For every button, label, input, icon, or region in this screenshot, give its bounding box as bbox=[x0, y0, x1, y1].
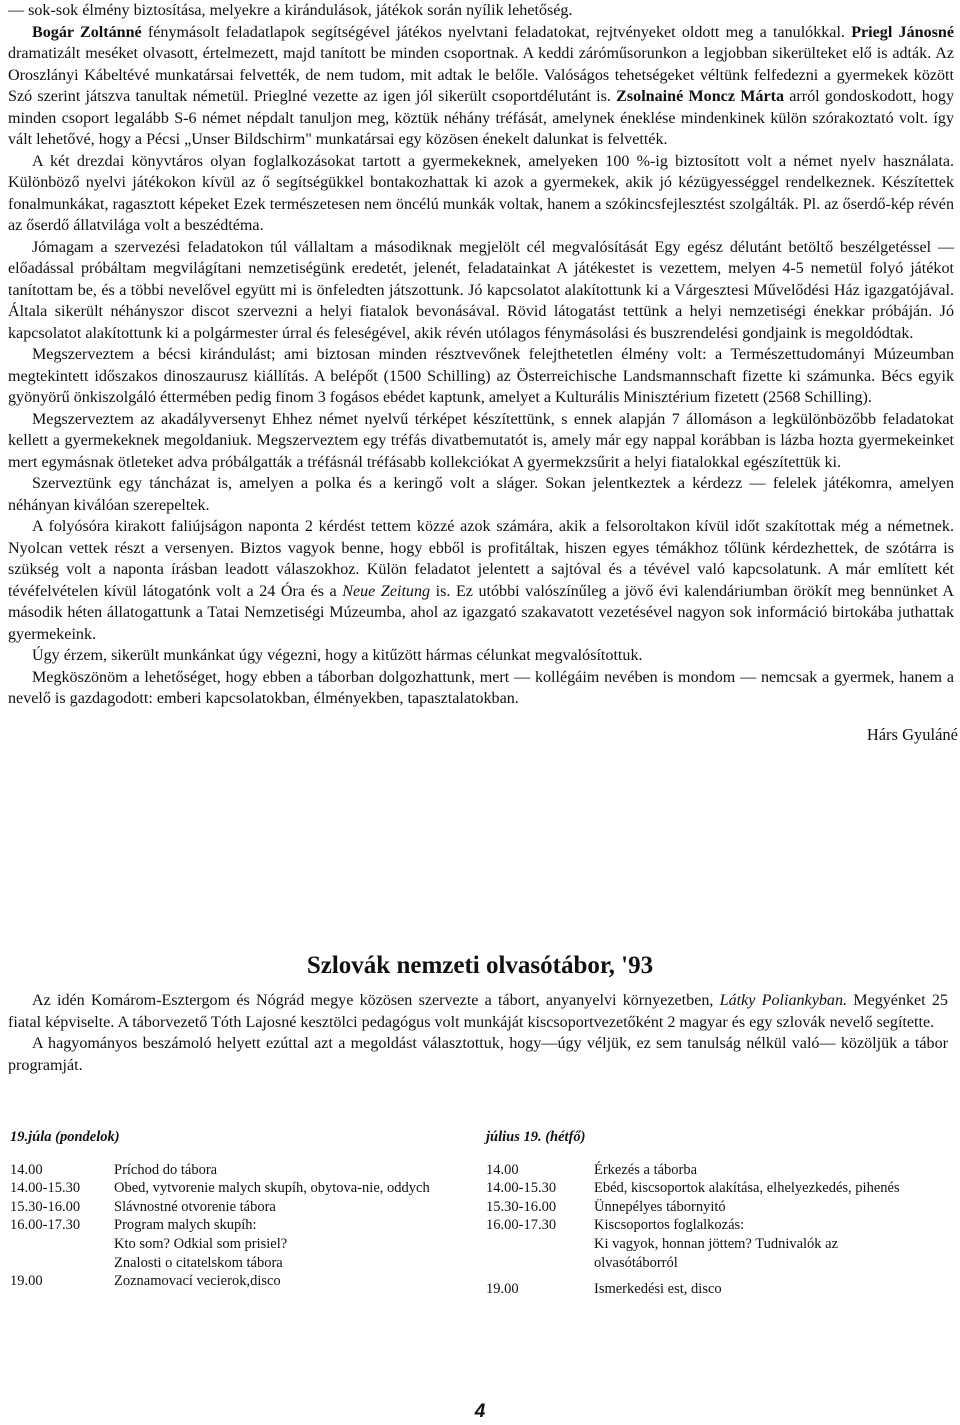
schedule-desc: Ebéd, kiscsoportok alakítása, elhelyezkedés, pihenés bbox=[594, 1180, 900, 1197]
schedule-desc: Ismerkedési est, disco bbox=[594, 1281, 722, 1298]
paragraph-6: Megszerveztem az akadályversenyt Ehhez német nyelvű térképet készítettünk, s ennek alapján 7 állomáson a legkülönbözőbb feladatokat kellett a gyermekeknek megoldaniuk. Megszerveztem egy tréfás divatbemutatót is, amely már egy nappal korábban is lázba hozta gyermekeinket mert egymásnak ötleteket adva próbálgatták a tréfásnál tréfásabb kollekciókat A gyermekzsűrit a helyi fiatalokkal egészítettük ki. bbox=[8, 410, 954, 471]
text-span: dramatizált meséket olvasott, értelmezett, majd tanított be minden csoportnak. A keddi záróműsorunkon a legjobban sikerülteket elő is adták. Az Oroszlányi Kábeltévé munkatársai felvették, de nem tudom, mit adtak le belőle. Valóságos tehetségeket véltünk felfedezni a gyermekek között Szó szerint játszva tanultak németül. Prieglné vezette az igen jól sikerült csoportdélutánt is. bbox=[8, 45, 954, 105]
paragraph-10: Megköszönöm a lehetőséget, hogy ebben a táborban dolgozhattunk, mert –– kollégáim nevében is mondom –– nemcsak a gyermek, hanem a nevelő is gazdagodott: emberi kapcsolatokban, élményekben, tapasztalatokban. bbox=[8, 668, 954, 707]
schedule-heading: 19.júla (pondelok) bbox=[10, 1129, 120, 1145]
article2-text bbox=[8, 990, 948, 1076]
paragraph-3: A két drezdai könyvtáros olyan foglalkozásokat tartott a gyermekeknek, amelyeken 100 %-ig biztosított volt a német nyelv használata. Különböző nyelvi játékokon kívül az ő segítségükkel bontakozhattak ki azok a gyermekek, akik jó kézügyességgel rendelkeznek. Készítettek fonalmunkákat, ragasztott képeket Ezek természetesen nem öncélú munkák voltak, hanem a szókincsfejlesztést szolgálták. Pl. az őserdő-kép révén az őserdő állatvilága volt a beszédtéma. bbox=[8, 152, 954, 234]
schedule-time: 15.30-16.00 bbox=[486, 1198, 557, 1215]
schedule-time: 15.30-16.00 bbox=[10, 1198, 81, 1215]
schedule-subitem: Znalosti o citatelskom tábora bbox=[114, 1254, 283, 1271]
schedule-time: 14.00 bbox=[10, 1161, 43, 1178]
schedule-hungarian bbox=[486, 1128, 916, 1299]
schedule-row bbox=[486, 1198, 916, 1217]
schedule-time: 14.00-15.30 bbox=[486, 1180, 557, 1197]
schedule-row bbox=[10, 1179, 450, 1198]
schedule-desc: Obed, vytvorenie malych skupíh, obytova-nie, oddych bbox=[114, 1180, 430, 1197]
schedule-subitem: Kto som? Odkial som prisiel? bbox=[114, 1235, 288, 1252]
schedule-row bbox=[486, 1161, 916, 1180]
schedule-heading: július 19. (hétfő) bbox=[486, 1129, 586, 1145]
name-zsolnaine: Zsolnainé Moncz Márta bbox=[616, 88, 785, 105]
article-title: Szlovák nemzeti olvasótábor, '93 bbox=[306, 952, 654, 979]
paragraph-1: –– sok-sok élmény biztosítása, melyekre a kirándulások, játékok során nyílik lehetőség. bbox=[8, 2, 573, 19]
text-span: is. Ez utóbbi valószínűleg a jövő évi kalendáriumban örökít meg bennünket A második héten állatogattunk a Tatai Nemzetiségi Múzeumba, ahol az igazgató szakavatott vezetésével nagyon sok információ birtokába juthattak gyermekeink. bbox=[8, 582, 954, 643]
place-name: Látky Poliankyban. bbox=[719, 992, 848, 1009]
schedule-time: 16.00-17.30 bbox=[10, 1217, 81, 1234]
schedule-time: 14.00-15.30 bbox=[10, 1180, 81, 1197]
text-span: fénymásolt feladatlapok segítségével játékos nyelvtani feladatokat, rejtvényeket oldott meg a tanulókkal. bbox=[141, 23, 852, 41]
schedule-row bbox=[10, 1216, 450, 1235]
schedule-row bbox=[486, 1179, 916, 1198]
name-bogar: Bogár Zoltánné bbox=[32, 23, 142, 41]
schedule-desc: Ünnepélyes tábornyitó bbox=[594, 1198, 726, 1215]
schedule-time: 19.00 bbox=[486, 1281, 519, 1298]
article-text bbox=[8, 0, 958, 745]
name-priegl: Priegl Jánosné bbox=[851, 23, 954, 41]
schedule-slovak bbox=[10, 1128, 450, 1291]
paragraph-9: Úgy érzem, sikerült munkánkat úgy végezni, hogy a kitűzött hármas célunkat megvalósítottuk. bbox=[32, 647, 643, 664]
schedule-time: 19.00 bbox=[10, 1273, 43, 1290]
text-span: arról gondoskodott, hogy minden csoport legalább S-6 német népdalt tanuljon meg, köztük néhány tréfását, amelynek éneklése mindenkinek külön szórakoztató volt. így vált lehetővé, hogy a Pécsi „Unser Bildschirm" munkatársai egy közösen énekelt dalunkat is felvették. bbox=[8, 88, 954, 148]
article2-paragraph-1 bbox=[8, 990, 948, 1033]
paragraph-7: Szerveztünk egy táncházat is, amelyen a polka és a keringő volt a sláger. Sokan jelentkeztek a kérdezz –– felelek játékomra, amelyen néhányan kiválóan szerepeltek. bbox=[8, 475, 954, 514]
paragraph-2 bbox=[8, 22, 954, 151]
schedule-row bbox=[10, 1198, 450, 1217]
schedule-desc: Kiscsoportos foglalkozás: bbox=[594, 1217, 745, 1234]
schedule-time: 14.00 bbox=[486, 1161, 519, 1178]
paragraph-4: Jómagam a szervezési feladatokon túl vállaltam a másodiknak megjelölt cél megvalósítását Egy egész délutánt betöltő beszélgetéssel –– előadással próbáltam megvilágítani nemzetiségünk eredetét, jelenét, feladatainkat A játékestet is vezettem, melyen 4-5 nemetül folyó játékot tanítottam be, és a többi nevelővel együtt mi is önfeledten játszottunk. Jó kapcsolatot alakítottunk ki a Várgesztesi Művelődési Ház igazgatójával. Általa sikerült néhányszor discot szervezni a helyi fiatalok bevonásával. Rövid látogatást tettünk a helyi nemzetiségi énekkar próbáján. Jó kapcsolatot alakítottunk ki a polgármester úrral és feleségével, akik révén utólagos fénymásolási és buszrendelési gondjaink is megoldódtak. bbox=[8, 238, 954, 342]
schedule-subitem: Ki vagyok, honnan jöttem? Tudnivalók az olvasótáborról bbox=[594, 1235, 839, 1271]
paragraph-5: Megszerveztem a bécsi kirándulást; ami biztosan minden résztvevőnek felejthetetlen élmény volt: a Természettudományi Múzeumban megtekintett időszakos dinoszaurusz kiállítás. A belépőt (1500 Schilling) az Österreichische Landsmannschaft fizette ki számunka. Bécs egyik gyönyörű önkiszolgáló éttermében pedig finom 3 fogásos ebédet kaptunk, amelyet a Kulturális Minisztérium fizetett (2568 Schilling). bbox=[8, 346, 954, 406]
schedule-desc: Príchod do tábora bbox=[114, 1161, 218, 1178]
paragraph-8 bbox=[8, 516, 954, 645]
schedule-desc: Zoznamovací vecierok,disco bbox=[114, 1273, 281, 1290]
spacer bbox=[486, 1272, 916, 1280]
newspaper-name: Neue Zeitung bbox=[342, 582, 431, 600]
schedule-desc: Érkezés a táborba bbox=[594, 1161, 698, 1178]
schedule-row bbox=[10, 1161, 450, 1180]
schedule-time: 16.00-17.30 bbox=[486, 1217, 557, 1234]
article2-paragraph-2: A hagyományos beszámoló helyett ezúttal azt a megoldást választottuk, hogy––úgy véljük, ez sem tanulság nélkül való–– közöljük a tábor programját. bbox=[8, 1035, 948, 1074]
page-number: 4 bbox=[474, 1401, 486, 1422]
text-span: A folyósóra kirakott faliújságon naponta 2 kérdést tettem közzé azok számára, akik a felsoroltakon kívül időt szakítottak még a németnek. Nyolcan vettek részt a versenyen. Biztos vagyok benne, hogy ebből is profitáltak, hiszen egyes témákhoz tőlünk kérdezhettek, de szótárra is szükség volt a naponta írásban leadott válaszokhoz. Külön feladatot jelentett a sajtóval és a tévével való kapcsolatunk. A már említett két tévéfelvételen kívül látogatónk volt a 24 Óra és a bbox=[8, 518, 954, 600]
signature: Hárs Gyuláné bbox=[866, 724, 958, 744]
schedule-row bbox=[486, 1280, 916, 1299]
schedule-row bbox=[10, 1272, 450, 1291]
schedule-desc: Slávnostné otvorenie tábora bbox=[114, 1198, 276, 1215]
text-span: Az idén Komárom-Esztergom és Nógrád megye közösen szervezte a tábort, anyanyelvi környezetben, bbox=[32, 992, 720, 1009]
schedule-row bbox=[486, 1216, 916, 1235]
text-span: Megyénket 25 fiatal képviselte. A táborvezető Tóth Lajosné kesztölci pedagógus volt munkáját kiscsoportvezetőként 2 magyar és egy szlovák nevelő segítette. bbox=[8, 992, 948, 1031]
schedule-desc: Program malych skupíh: bbox=[114, 1217, 257, 1234]
